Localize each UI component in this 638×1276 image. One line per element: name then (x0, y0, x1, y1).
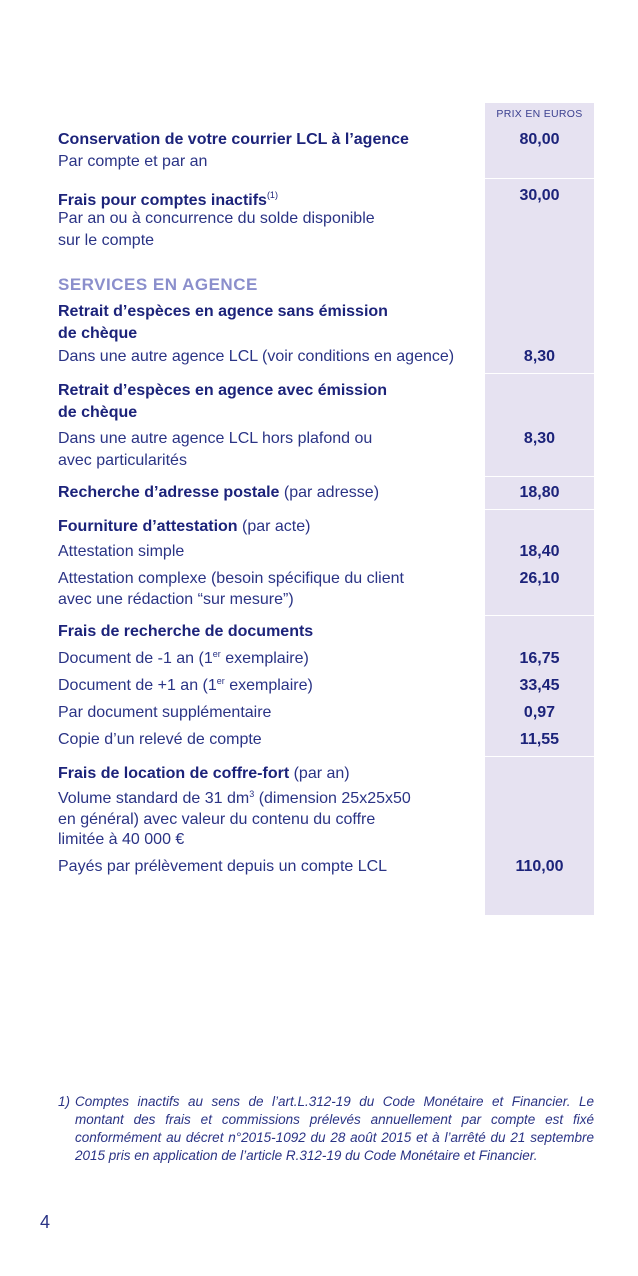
doc-moins-post: exemplaire) (220, 650, 309, 667)
adresse-row (58, 483, 379, 502)
row-sub1-inactifs: Par an ou à concurrence du solde disponible (58, 210, 375, 227)
price-coffre: 110,00 (515, 858, 564, 875)
price-retrait-avec: 8,30 (523, 430, 556, 447)
price-doc-releve: 11,55 (519, 731, 560, 748)
documents-title: Frais de recherche de documents (58, 623, 314, 640)
retrait-avec-sub2: avec particularités (58, 452, 187, 469)
price-attestation-simple: 18,40 (519, 543, 560, 560)
row-title-inactifs (58, 186, 278, 210)
retrait-sans-title1: Retrait d’espèces en agence sans émission (58, 303, 388, 320)
coffre-row (58, 764, 350, 783)
separator (58, 615, 594, 616)
price-doc-plus: 33,45 (519, 677, 560, 694)
separator (58, 756, 594, 757)
separator (58, 476, 594, 477)
doc-moins-row (58, 649, 309, 668)
price-doc-moins: 16,75 (519, 650, 560, 667)
coffre-vol1-pre: Volume standard de 31 dm (58, 790, 250, 807)
doc-plus-row (58, 676, 313, 695)
price-courrier: 80,00 (519, 131, 560, 148)
attestation-complexe1: Attestation complexe (besoin spécifique du client (58, 570, 404, 587)
retrait-sans-title2: de chèque (58, 325, 138, 342)
attestation-qualifier: (par acte) (237, 518, 311, 535)
price-column-header: PRIX EN EUROS (496, 108, 583, 120)
attestation-simple: Attestation simple (58, 543, 185, 560)
separator (58, 178, 594, 179)
price-adresse: 18,80 (519, 484, 560, 501)
attestation-row (58, 517, 310, 536)
doc-plus-post: exemplaire) (224, 677, 313, 694)
page-number: 4 (40, 1212, 51, 1232)
row-sub-courrier: Par compte et par an (58, 153, 208, 170)
section-title: SERVICES EN AGENCE (58, 275, 258, 294)
footnote-text: Comptes inactifs au sens de l’art.L.312-19 du Code Monétaire et Financier. Le montant des frais et commissions prélevés annuellement par compte est fixé conformément au décret n°2015-1092 du 28 août 2015 et à l’arrêté du 21 septembre 2015 pris en application de l’article R.312-19 du Code Monétaire et Financier. (75, 1094, 594, 1163)
doc-plus-pre: Document de +1 an (1 (58, 677, 217, 694)
coffre-title: Frais de location de coffre-fort (58, 765, 290, 782)
coffre-vol1 (58, 789, 411, 808)
doc-moins-pre: Document de -1 an (1 (58, 650, 213, 667)
coffre-vol3: limitée à 40 000 € (58, 831, 185, 848)
coffre-vol1-post: (dimension 25x25x50 (254, 790, 411, 807)
row-sub2-inactifs: sur le compte (58, 232, 155, 249)
price-attestation-complexe: 26,10 (519, 570, 560, 587)
coffre-qualifier: (par an) (289, 765, 350, 782)
separator (58, 509, 594, 510)
coffre-vol2: en général) avec valeur du contenu du coffre (58, 811, 376, 828)
attestation-complexe2: avec une rédaction “sur mesure”) (58, 591, 294, 608)
separator (58, 373, 594, 374)
retrait-avec-title1: Retrait d’espèces en agence avec émission (58, 382, 388, 399)
coffre-paye: Payés par prélèvement depuis un compte LCL (58, 858, 388, 875)
doc-plus-sup: er (216, 676, 225, 686)
doc-moins-sup: er (212, 649, 221, 659)
coffre-vol1-sup: 3 (249, 789, 255, 799)
adresse-title: Recherche d’adresse postale (58, 484, 280, 501)
doc-releve: Copie d’un relevé de compte (58, 731, 262, 748)
doc-supp: Par document supplémentaire (58, 704, 272, 721)
price-retrait-sans: 8,30 (523, 348, 556, 365)
attestation-title: Fourniture d’attestation (58, 518, 238, 535)
retrait-sans-sub: Dans une autre agence LCL (voir conditions en agence) (58, 348, 455, 365)
retrait-avec-sub1: Dans une autre agence LCL hors plafond ou (58, 430, 373, 447)
row-title-courrier: Conservation de votre courrier LCL à l’agence (58, 131, 409, 148)
retrait-avec-title2: de chèque (58, 404, 138, 421)
price-inactifs: 30,00 (519, 187, 560, 204)
footnote-ref: (1) (266, 190, 278, 200)
price-doc-supp: 0,97 (523, 704, 556, 721)
footnote (58, 1093, 594, 1165)
adresse-qualifier: (par adresse) (279, 484, 380, 501)
row-title-inactifs-text: Frais pour comptes inactifs (58, 192, 267, 209)
footnote-number: 1) (58, 1094, 71, 1109)
